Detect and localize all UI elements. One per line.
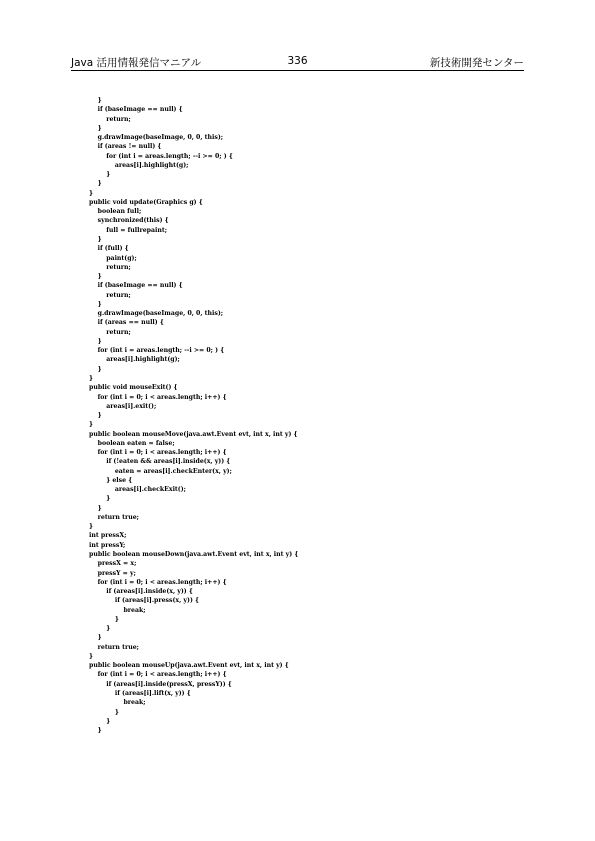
code-line: } [89,634,102,642]
code-line: } [89,625,111,633]
code-line: public boolean mouseUp(java.awt.Event evt, int x, int y) { [89,662,289,670]
code-line: pressX = x; [89,560,137,568]
code-line: } [89,180,102,188]
code-line: areas[i].checkExit(); [89,486,186,494]
code-line: public boolean mouseDown(java.awt.Event evt, int x, int y) { [89,551,299,559]
code-line: public void mouseExit() { [89,384,178,392]
code-line: if (areas[i].press(x, y)) { [89,597,200,605]
code-line: paint(g); [89,254,137,262]
code-line: } [89,421,93,429]
code-line: eaten = areas[i].checkEnter(x, y); [89,467,232,475]
code-line: return; [89,115,131,123]
code-line: for (int i = 0; i < areas.length; i++) { [89,578,227,586]
code-line: int pressX; [89,532,127,540]
code-line: } [89,412,102,420]
header-organization: 新技術開発センター [429,57,524,69]
code-line: for (int i = areas.length; --i >= 0; ) { [89,347,225,355]
code-line: if (!eaten && areas[i].inside(x, y)) { [89,458,231,466]
code-line: return; [89,291,131,299]
code-line: int pressY; [89,541,126,549]
code-line: boolean eaten = false; [89,439,175,447]
code-line: areas[i].highlight(g); [89,161,189,169]
code-line: for (int i = 0; i < areas.length; i++) { [89,449,227,457]
code-line: } [89,374,93,382]
code-line: } [89,365,102,373]
code-line: for (int i = 0; i < areas.length; i++) { [89,671,227,679]
code-line: return true; [89,513,139,521]
code-line: if (baseImage == null) { [89,282,183,290]
code-line: areas[i].highlight(g); [89,356,180,364]
code-line: return true; [89,643,139,651]
code-line: for (int i = 0; i < areas.length; i++) { [89,393,227,401]
code-line: if (areas == null) { [89,319,164,327]
code-line: } [89,717,111,725]
code-line: areas[i].exit(); [89,402,157,410]
code-line: boolean full; [89,208,142,216]
code-line: public void update(Graphics g) { [89,198,203,206]
code-line: } [89,337,102,345]
code-line: } else { [89,476,133,484]
code-line: } [89,171,111,179]
code-line: } [89,708,119,716]
code-line: if (areas[i].inside(x, y)) { [89,588,193,596]
code-line: for (int i = areas.length; --i >= 0; ) { [89,152,233,160]
page-header [71,55,524,69]
code-line: } [89,504,102,512]
code-line: } [89,189,93,197]
code-line: } [89,97,102,104]
code-line: } [89,273,102,281]
page-number: 336 [287,55,308,67]
header-rule [71,70,524,71]
code-line: } [89,652,93,660]
code-line: synchronized(this) { [89,217,169,225]
code-line: } [89,124,102,132]
code-line: if (baseImage == null) { [89,106,183,114]
code-line: break; [89,699,146,707]
code-listing [89,96,519,735]
code-line: break; [89,606,146,614]
code-line: } [89,727,102,735]
code-line: if (areas[i].lift(x, y)) { [89,690,191,697]
code-line: g.drawImage(baseImage, 0, 0, this); [89,310,224,318]
code-line: g.drawImage(baseImage, 0, 0, this); [89,134,224,142]
code-line: public boolean mouseMove(java.awt.Event evt, int x, int y) { [89,430,298,438]
code-line: } [89,300,102,308]
code-line: if (areas[i].inside(pressX, pressY)) { [89,680,232,688]
code-line: if (areas != null) { [89,143,162,151]
code-line: } [89,523,93,531]
code-line: full = fullrepaint; [89,226,167,234]
code-line: } [89,495,111,503]
code-line: if (full) { [89,245,129,253]
code-line: } [89,235,102,243]
code-line: } [89,615,119,623]
code-line: pressY = y; [89,569,136,577]
code-line: return; [89,328,131,336]
header-title: Java 活用情報発信マニアル [71,57,202,69]
code-line: return; [89,263,131,271]
